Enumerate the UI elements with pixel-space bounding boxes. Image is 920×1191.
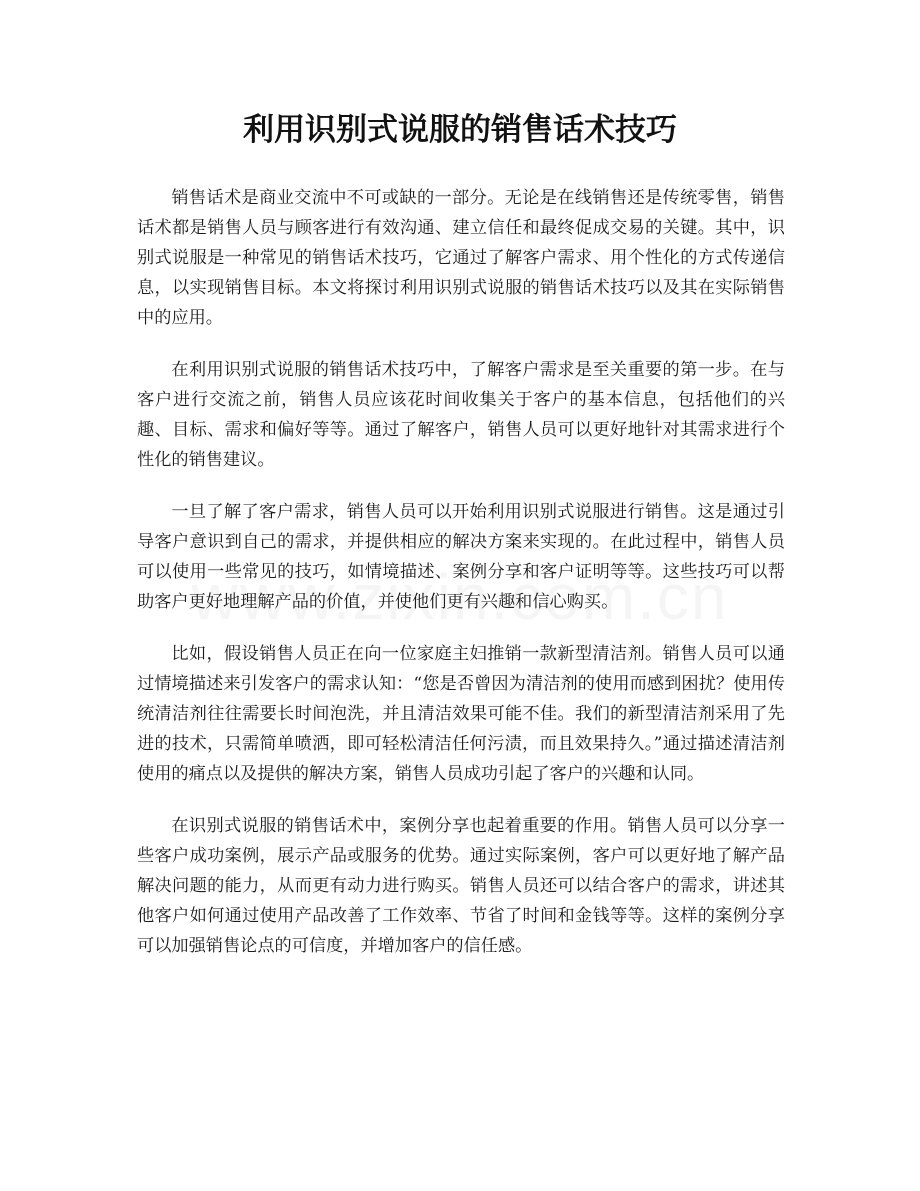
paragraph: 比如，假设销售人员正在向一位家庭主妇推销一款新型清洁剂。销售人员可以通过情境描述来引发客户的需求认知：“您是否曾因为清洁剂的使用而感到困扰？使用传统清洁剂往往需要长时间泡洗，并且清洁效果可能不佳。我们的新型清洁剂采用了先进的技术，只需简单喷洒，即可轻松清洁任何污渍，而且效果持久。”通过描述清洁剂使用的痛点以及提供的解决方案，销售人员成功引起了客户的兴趣和认同。 bbox=[137, 644, 785, 784]
document-body bbox=[137, 183, 785, 983]
paragraph: 在利用识别式说服的销售话术技巧中，了解客户需求是至关重要的第一步。在与客户进行交流之前，销售人员应该花时间收集关于客户的基本信息，包括他们的兴趣、目标、需求和偏好等等。通过了解客户，销售人员可以更好地针对其需求进行个性化的销售建议。 bbox=[137, 360, 785, 470]
paragraph: 一旦了解了客户需求，销售人员可以开始利用识别式说服进行销售。这是通过引导客户意识到自己的需求，并提供相应的解决方案来实现的。在此过程中，销售人员可以使用一些常见的技巧，如情境描述、案例分享和客户证明等等。这些技巧可以帮助客户更好地理解产品的价值，并使他们更有兴趣和信心购买。 bbox=[137, 502, 785, 612]
paragraph: 销售话术是商业交流中不可或缺的一部分。无论是在线销售还是传统零售，销售话术都是销售人员与顾客进行有效沟通、建立信任和最终促成交易的关键。其中，识别式说服是一种常见的销售话术技巧，它通过了解客户需求、用个性化的方式传递信息，以实现销售目标。本文将探讨利用识别式说服的销售话术技巧以及其在实际销售中的应用。 bbox=[137, 188, 785, 328]
paragraph: 在识别式说服的销售话术中，案例分享也起着重要的作用。销售人员可以分享一些客户成功案例，展示产品或服务的优势。通过实际案例，客户可以更好地了解产品解决问题的能力，从而更有动力进行购买。销售人员还可以结合客户的需求，讲述其他客户如何通过使用产品改善了工作效率、节省了时间和金钱等等。这样的案例分享可以加强销售论点的可信度，并增加客户的信任感。 bbox=[137, 816, 785, 956]
page-title: 利用识别式说服的销售话术技巧 bbox=[243, 112, 677, 148]
